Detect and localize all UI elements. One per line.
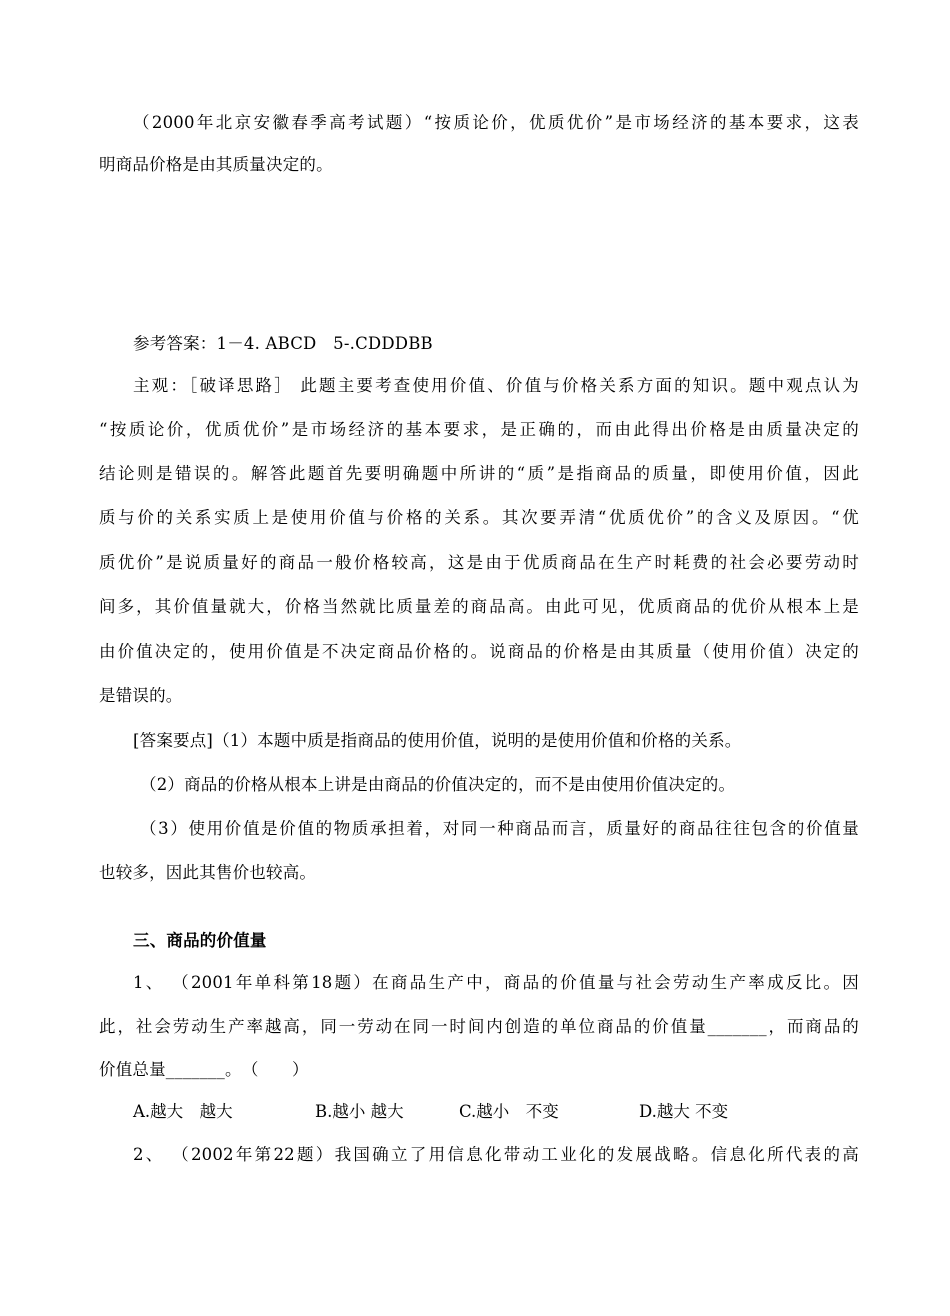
option-d: D.越大 不变 <box>639 1102 729 1121</box>
question-1-line-2: 此，社会劳动生产率越高，同一劳动在同一时间内创造的单位商品的价值量_______，而商品的 <box>99 1017 859 1036</box>
analysis-line-1: 主观：［破译思路］ 此题主要考查使用价值、价值与价格关系方面的知识。题中观点认为 <box>133 376 859 395</box>
analysis-line-4: 质与价的关系实质上是使用价值与价格的关系。其次要弄清“优质优价”的含义及原因。“优 <box>99 508 859 527</box>
key-point-3-line-2: 也较多，因此其售价也较高。 <box>99 863 317 882</box>
option-b: B.越小 越大 <box>315 1102 404 1121</box>
key-point-1: [答案要点]（1）本题中质是指商品的使用价值，说明的是使用价值和价格的关系。 <box>133 731 742 750</box>
key-point-3-line-1: （3）使用价值是价值的物质承担着，对同一种商品而言，质量好的商品往往包含的价值量 <box>140 819 859 838</box>
question-2000-line-1: （2000年北京安徽春季高考试题）“按质论价，优质优价”是市场经济的基本要求，这表 <box>133 113 859 132</box>
analysis-line-2: “按质论价，优质优价”是市场经济的基本要求，是正确的，而由此得出价格是由质量决定的 <box>99 420 859 439</box>
answer-key: 参考答案：1－4. ABCD 5-.CDDDBB <box>133 334 433 353</box>
question-2-line-1: 2、 （2002年第22题）我国确立了用信息化带动工业化的发展战略。信息化所代表的高 <box>133 1145 859 1164</box>
option-c: C.越小 不变 <box>459 1102 559 1121</box>
question-2000-line-2: 明商品价格是由其质量决定的。 <box>99 155 333 174</box>
section-3-heading: 三、商品的价值量 <box>133 931 267 950</box>
key-point-2: （2）商品的价格从根本上讲是由商品的价值决定的，而不是由使用价值决定的。 <box>140 775 736 794</box>
analysis-line-3: 结论则是错误的。解答此题首先要明确题中所讲的“质”是指商品的质量，即使用价值，因此 <box>99 464 859 483</box>
analysis-line-8: 是错误的。 <box>99 686 183 705</box>
analysis-line-6: 间多，其价值量就大，价格当然就比质量差的商品高。由此可见，优质商品的优价从根本上是 <box>99 597 859 616</box>
question-1-options <box>133 1100 833 1124</box>
question-1-line-3: 价值总量_______。 （ ） <box>99 1060 309 1079</box>
analysis-line-7: 由价值决定的，使用价值是不决定商品价格的。说商品的价格是由其质量（使用价值）决定的 <box>99 642 859 661</box>
question-1-line-1: 1、 （2001年单科第18题）在商品生产中，商品的价值量与社会劳动生产率成反比。因 <box>133 973 859 992</box>
analysis-line-5: 质优价”是说质量好的商品一般价格较高，这是由于优质商品在生产时耗费的社会必要劳动时 <box>99 553 859 572</box>
option-a: A.越大 越大 <box>133 1102 233 1121</box>
